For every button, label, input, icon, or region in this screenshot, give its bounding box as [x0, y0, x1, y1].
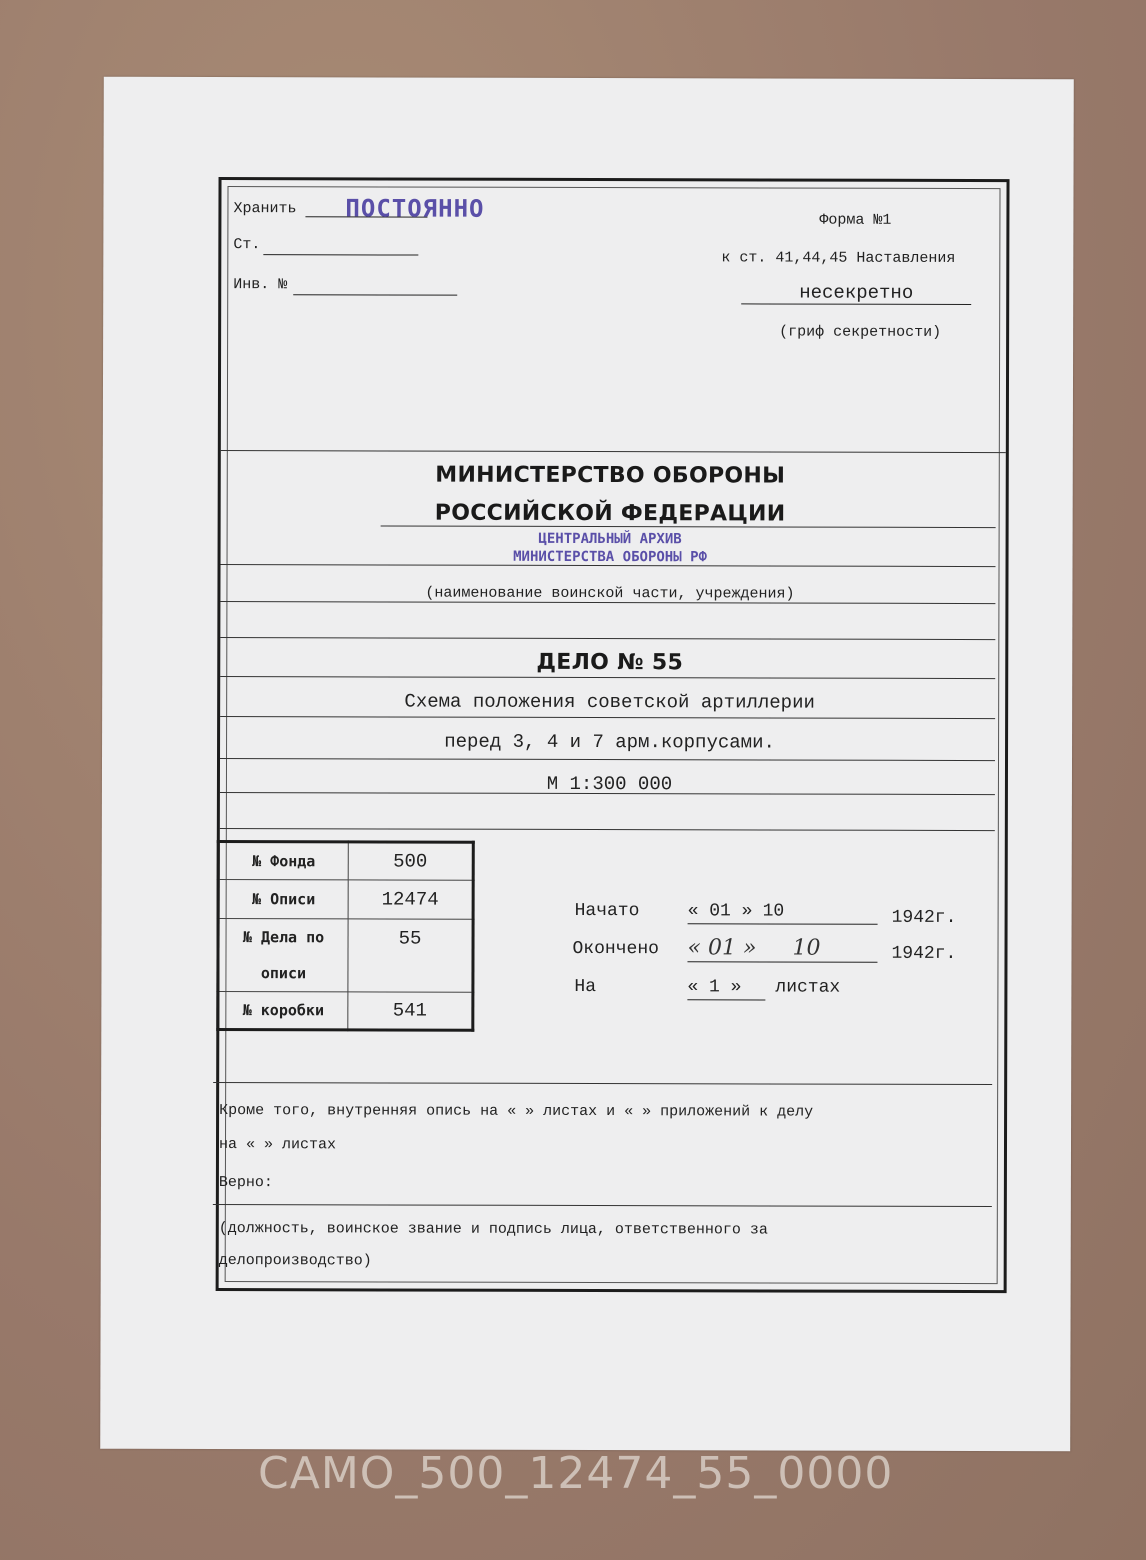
footer-line4: делопроизводство)	[218, 1252, 372, 1270]
form-frame	[216, 177, 1010, 1293]
table-row	[218, 880, 473, 920]
delo-value: 55	[348, 919, 473, 992]
ended-year: 1942г.	[891, 943, 957, 964]
started-year: 1942г.	[891, 907, 957, 928]
box-value: 541	[348, 992, 473, 1030]
secrecy-caption: (гриф секретности)	[779, 323, 942, 341]
footer-line3: (должность, воинское звание и подпись лица, ответственного за	[218, 1220, 768, 1239]
keep-stamp: ПОСТОЯННО	[345, 194, 485, 223]
org-title-line2: РОССИЙСКОЙ ФЕДЕРАЦИИ	[434, 500, 786, 527]
document-sheet	[100, 77, 1074, 1452]
opis-label: № Описи	[218, 880, 348, 919]
verified-label: Верно:	[218, 1174, 273, 1192]
case-number: ДЕЛО № 55	[536, 649, 684, 676]
case-desc-line2: перед 3, 4 и 7 арм.корпусами.	[444, 730, 775, 754]
started-month: 10	[762, 901, 785, 922]
form-label: Форма №1	[819, 211, 892, 229]
fond-value: 500	[348, 842, 473, 880]
unit-caption: (наименование воинской части, учреждения)	[425, 584, 795, 603]
secrecy-value: несекретно	[741, 281, 971, 305]
table-row	[218, 919, 473, 993]
started-label: Начато	[574, 900, 640, 922]
archive-stamp-line1: ЦЕНТРАЛЬНЫЙ АРХИВ	[538, 530, 682, 548]
box-label: № коробки	[218, 992, 348, 1030]
ended-day: « 01 »	[687, 935, 757, 961]
ended-month: 10	[792, 935, 821, 961]
reference-table	[216, 840, 474, 1032]
keep-label: Хранить	[233, 200, 297, 218]
fond-label: № Фонда	[218, 842, 348, 880]
inv-label: Инв. №	[233, 276, 288, 294]
file-caption: CAMO_500_12474_55_0000	[258, 1448, 894, 1499]
archive-stamp-line2: МИНИСТЕРСТВА ОБОРОНЫ РФ	[513, 548, 707, 566]
opis-value: 12474	[348, 880, 473, 919]
sheets-label: На	[574, 976, 597, 998]
footer-line1: Кроме того, внутренняя опись на « » листах и « » приложений к делу	[219, 1102, 814, 1121]
form-ref: к ст. 41,44,45 Наставления	[721, 249, 956, 267]
case-desc-line1: Схема положения советской артиллерии	[404, 690, 815, 714]
ended-label: Окончено	[572, 938, 659, 960]
sheets-unit: листах	[775, 977, 841, 998]
delo-label: № Дела по описи	[218, 919, 348, 992]
footer-line2: на « » листах	[218, 1136, 337, 1154]
table-row	[218, 842, 473, 881]
org-title-line1: МИНИСТЕРСТВО ОБОРОНЫ	[435, 462, 786, 489]
started-day: « 01 »	[687, 901, 753, 922]
st-label: Ст.	[233, 236, 261, 254]
case-scale: М 1:300 000	[546, 772, 673, 796]
table-row	[218, 992, 473, 1031]
sheets-count: « 1 »	[687, 977, 742, 998]
